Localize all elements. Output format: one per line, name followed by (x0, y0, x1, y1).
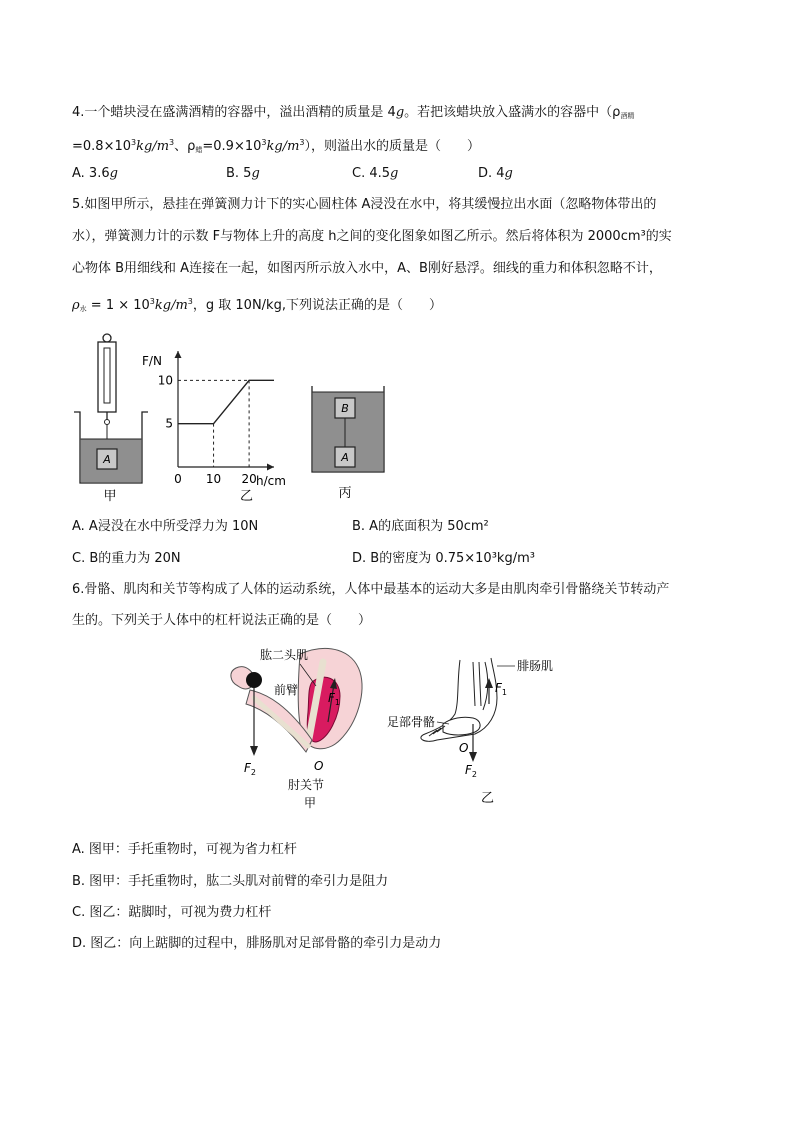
q5-line-3: 心物体 B用细线和 A连接在一起，如图丙所示放入水中，A、B刚好悬浮。细线的重力和体积忽略不计， (72, 261, 662, 276)
foot-bone-label: 足部骨骼 (387, 715, 436, 729)
x-tick-20: 20 (241, 472, 257, 486)
calf-muscle-label: 腓肠肌 (517, 659, 554, 673)
q5-option-c: C. B的重力为 20N (72, 551, 181, 566)
forearm-label: 前臂 (274, 683, 299, 697)
q4-line-2: $=0.8\times 10^3kg/m^3$、$\rho_蜡=0.9\times 10^3kg/m^3$），则溢出水的质量是（ ） (72, 138, 480, 154)
figure-jia-caption: 甲 (103, 489, 117, 504)
x-tick-0: 0 (174, 472, 182, 486)
q6-option-d: D. 图乙：向上踮脚的过程中，腓肠肌对足部骨骼的牵引力是动力 (72, 936, 442, 951)
q5-option-d: D. B的密度为 0.75×10³kg/m³ (352, 551, 535, 566)
object-a-label-bing: A (341, 451, 349, 464)
q5-line-4: $\rho_水 = 1 \times 10^3kg/m^3$，g 取 10N/kg,下列说法正确的是（ ） (72, 297, 442, 313)
figure-foot-caption: 乙 (481, 791, 495, 806)
elbow-label: 肘关节 (288, 778, 325, 792)
q4-line-1: 4.一个蜡块浸在盛满酒精的容器中，溢出酒精的质量是 4g。若把该蜡块放入盛满水的容器中（$\rho_{酒精}$ (72, 105, 635, 120)
q4-option-b: B. 5g (226, 166, 260, 181)
object-b-label: B (341, 402, 349, 415)
fulcrum-o-label-foot: O (459, 741, 469, 755)
f2-label-arm: $F_2$ (244, 761, 256, 777)
y-tick-10: 10 (157, 373, 173, 388)
q4-option-c: C. 4.5g (352, 166, 399, 181)
fulcrum-o-label-arm: O (314, 759, 324, 773)
y-tick-5: 5 (165, 416, 173, 431)
biceps-label: 肱二头肌 (260, 648, 309, 662)
figure-bing-caption: 丙 (338, 486, 352, 501)
f2-label-foot: $F_2$ (465, 763, 477, 779)
q5-line-1: 5.如图甲所示，悬挂在弹簧测力计下的实心圆柱体 A浸没在水中，将其缓慢拉出水面（忽略物体带出的 (72, 197, 657, 212)
figure-arm-caption: 甲 (304, 796, 317, 810)
q4-option-a: A. 3.6g (72, 166, 118, 181)
figure-yi-graph (140, 345, 300, 505)
q6-option-c: C. 图乙：踮脚时，可视为费力杠杆 (72, 905, 272, 920)
x-axis-label: h/cm (256, 474, 286, 488)
q6-line-2: 生的。下列关于人体中的杠杆说法正确的是（ ） (72, 613, 372, 628)
series-line-f-vs-h (178, 380, 274, 423)
x-tick-10: 10 (205, 472, 222, 486)
y-axis-label: F/N (142, 354, 162, 368)
figure-arm-lever (228, 642, 398, 810)
q5-line-2: 水），弹簧测力计的示数 F与物体上升的高度 h之间的变化图象如图乙所示。然后将体积为 2000cm³的实 (72, 229, 672, 244)
q5-option-a: A. A浸没在水中所受浮力为 10N (72, 519, 259, 534)
figure-foot-lever (385, 652, 595, 808)
q6-line-1: 6.骨骼、肌肉和关节等构成了人体的运动系统，人体中最基本的运动大多是由肌肉牵引骨骼绕关节转动产 (72, 582, 670, 597)
f1-label-arm: $F_1$ (328, 691, 340, 707)
object-a-label-jia: A (103, 453, 111, 466)
q4-option-d: D. 4g (478, 166, 513, 181)
q5-option-b: B. A的底面积为 50cm² (352, 519, 489, 534)
q6-option-a: A. 图甲：手托重物时，可视为省力杠杆 (72, 842, 297, 857)
q6-option-b: B. 图甲：手托重物时，肱二头肌对前臂的牵引力是阻力 (72, 874, 389, 889)
f1-label-foot: $F_1$ (495, 681, 507, 697)
figure-yi-caption: 乙 (240, 489, 254, 504)
figure-bing-suspension (308, 384, 390, 504)
